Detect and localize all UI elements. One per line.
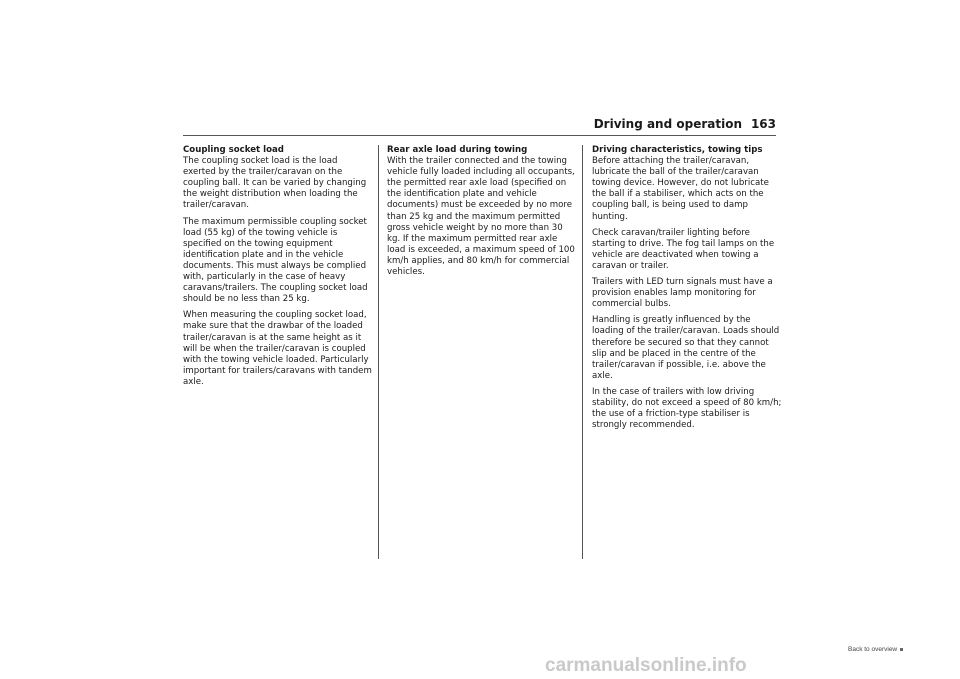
paragraph: Before attaching the trailer/caravan, lubricate the ball of the trailer/caravan towing device. However, do not lubricate the ball if a stabiliser, which acts on the coupling ball, is being used to damp hunting.	[592, 156, 769, 222]
paragraph: When measuring the coupling socket load, make sure that the drawbar of the loaded trailer/caravan is at the same height as it will be when the trailer/caravan is coupled with the towing vehicle loaded. Particularly important for trailers/caravans with tandem axle.	[183, 310, 372, 387]
column-divider	[378, 145, 379, 559]
back-to-overview-label: Back to overview	[848, 646, 898, 653]
paragraph: With the trailer connected and the towing vehicle fully loaded including all occupants, the permitted rear axle load (specified on the identification plate and vehicle documents) must be exceeded by no more than 25 kg and the maximum permitted gross vehicle weight by no more than 30 kg. If the maximum permitted rear axle load is exceeded, a maximum speed of 100 km/h applies, and 80 km/h for commercial vehicles.	[387, 156, 575, 278]
heading-rear-axle-load: Rear axle load during towing	[387, 145, 528, 155]
paragraph: Check caravan/trailer lighting before starting to drive. The fog tail lamps on the vehicle are deactivated when towing a caravan or trailer.	[592, 227, 775, 271]
page-number: 163	[750, 117, 776, 131]
column-towing-tips	[592, 145, 782, 436]
paragraph: Trailers with LED turn signals must have a provision enables lamp monitoring for commercial bulbs.	[592, 277, 773, 310]
column-divider	[582, 145, 583, 559]
paragraph: The maximum permissible coupling socket load (55 kg) of the towing vehicle is specified on the towing equipment identification plate and in the vehicle documents. This must always be complied with, particularly in the case of heavy caravans/trailers. The coupling socket load should be no less than 25 kg.	[183, 216, 368, 305]
bullet-icon	[900, 648, 903, 651]
watermark: carmanualsonline.info	[545, 655, 747, 676]
paragraph: The coupling socket load is the load exerted by the trailer/caravan on the coupling ball. It can be varied by changing the weight distribution when loading the trailer/caravan.	[183, 156, 367, 211]
column-coupling-socket-load	[183, 145, 373, 393]
section-title: Driving and operation	[593, 117, 742, 131]
column-rear-axle-load	[387, 145, 577, 283]
paragraph: In the case of trailers with low driving stability, do not exceed a speed of 80 km/h; the use of a friction-type stabiliser is strongly recommended.	[592, 386, 782, 431]
back-to-overview-link[interactable]	[848, 646, 903, 653]
page-header	[183, 115, 776, 136]
heading-towing-tips: Driving characteristics, towing tips	[592, 145, 763, 155]
heading-coupling-socket-load: Coupling socket load	[183, 145, 284, 155]
paragraph: Handling is greatly influenced by the loading of the trailer/caravan. Loads should therefore be secured so that they cannot slip and be placed in the centre of the trailer/caravan if possible, i.e. above the axle.	[592, 315, 780, 381]
